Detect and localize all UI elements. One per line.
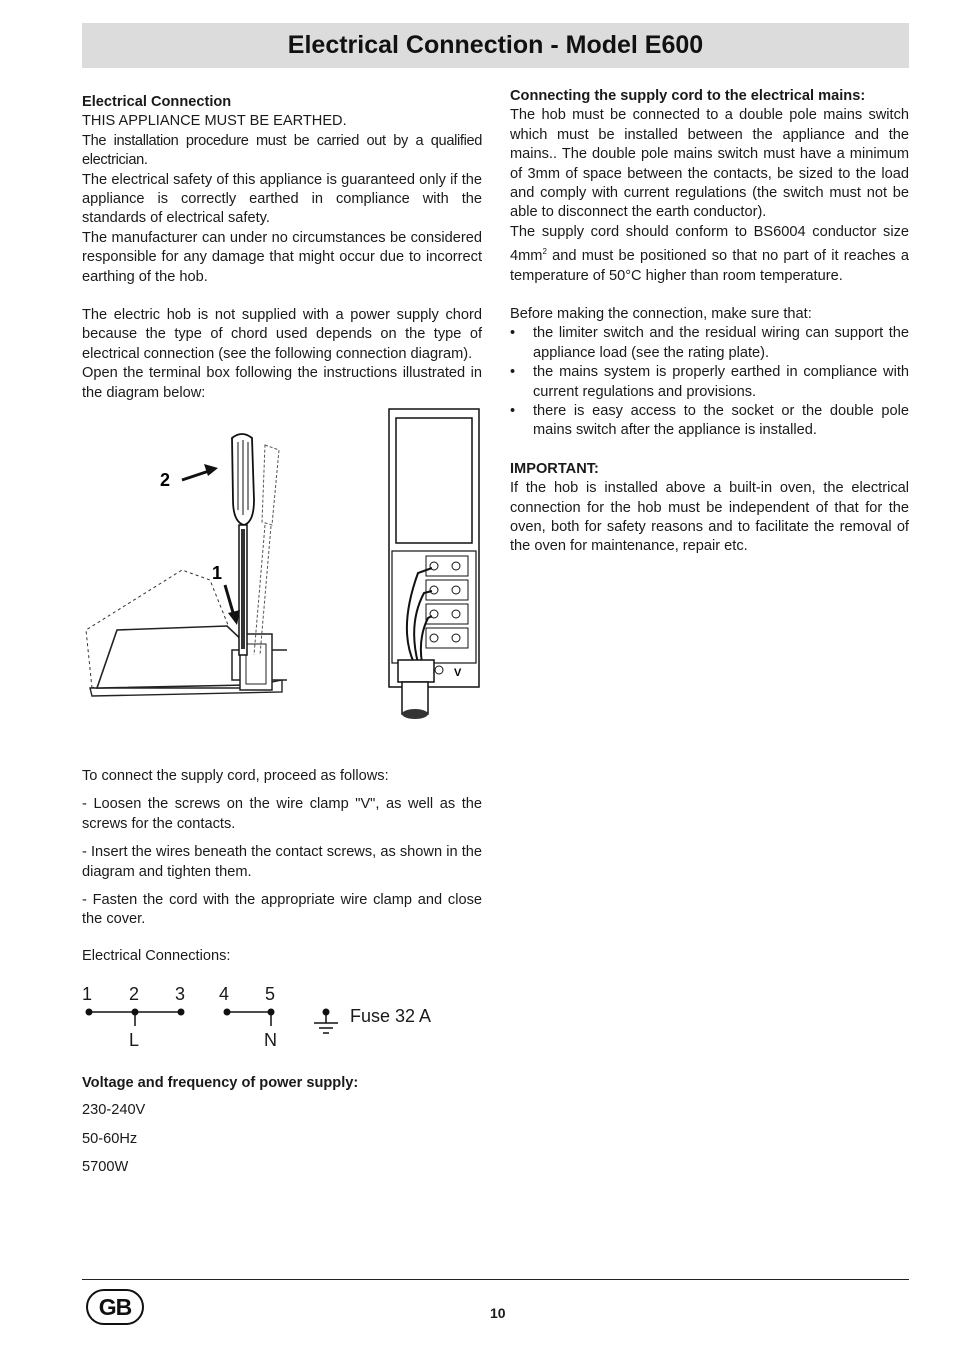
country-badge: GB [86,1289,144,1325]
mains-switch-text: The hob must be connected to a double pole mains switch which must be installed between the appliance and the mains.. The double pole mains switch must have a minimum of 3mm of space between the contacts, be sized to the load and comply with current regulations (the switch must not be able to disconnect the earth conductor). [510,107,909,221]
page-number: 10 [490,1305,506,1321]
power-supply-title: Voltage and frequency of power supply: [82,1075,359,1091]
qualified-electrician-text: The installation procedure must be carried out by a qualified electrician. [82,132,482,169]
terminal-box-opening-diagram [82,430,287,700]
cord-spec-text [510,223,909,286]
frequency-value: 50-60Hz [82,1130,138,1147]
left-column [82,93,482,403]
cord-spec-superscript: 2 [542,247,547,257]
terminal-1: 1 [82,984,93,1004]
terminal-box-text: Open the terminal box following the instructions illustrated in the diagram below: [82,365,482,401]
terminal-block-diagram [388,408,480,720]
wiring-schematic [80,980,460,1055]
terminal-2: 2 [129,984,140,1004]
power-specs [82,1102,145,1188]
neutral-label: N [264,1030,277,1050]
title-bar [82,23,909,68]
before-connection-text: Before making the connection, make sure that: [510,305,812,322]
earthed-notice: THIS APPLIANCE MUST BE EARTHED. [82,113,347,130]
electrical-connection-heading: Electrical Connection [82,94,232,110]
supply-chord-text: The electric hob is not supplied with a power supply chord because the type of chord used depends on the type of electrical connection (see the following connection diagram). [82,307,482,362]
supply-cord-heading: Connecting the supply cord to the electrical mains: [510,88,866,104]
important-text: If the hob is installed above a built-in oven, the electrical connection for the hob must be independent of that for the oven, both for safety reasons and to facilitate the removal of the oven for maintenance, repair etc. [510,480,909,555]
wiring-lines [80,980,350,1050]
cord-spec-part-b: and must be positioned so that no part of it reaches a temperature of 50°C higher than room temperature. [510,248,909,284]
checklist [510,324,909,440]
footer-rule [82,1279,909,1280]
cord-spec-part-a: The supply cord should conform to BS6004 conductor size 4mm [510,223,909,265]
important-heading: IMPORTANT: [510,460,599,477]
voltage-value: 230-240V [82,1102,146,1118]
checklist-item: • the limiter switch and the residual wiring can support the appliance load (see the rating plate). [510,324,909,363]
steps-intro: To connect the supply cord, proceed as follows: [82,768,389,784]
connection-steps [82,767,482,939]
electrical-safety-text: The electrical safety of this appliance is guaranteed only if the appliance is correctly earthed in compliance with the standards of electrical safety. [82,171,482,227]
page-title: Electrical Connection - Model E600 [287,31,704,59]
electrical-connections-label: Electrical Connections: [82,948,231,964]
manufacturer-liability-text: The manufacturer can under no circumstances be considered responsible for any damage that might occur due to incorrect earthing of the hob. [82,229,482,285]
live-label: L [129,1030,140,1050]
wattage-value: 5700W [82,1159,129,1175]
checklist-item: • the mains system is properly earthed in compliance with current regulations and provisions. [510,363,909,402]
checklist-item: • there is easy access to the socket or the double pole mains switch after the appliance is installed. [510,402,909,441]
terminal-3: 3 [175,984,186,1004]
step-label-1: 1 [212,563,223,583]
fuse-rating: Fuse 32 A [350,1006,432,1026]
wire-clamp-label-v: V [454,667,462,679]
step-label-2: 2 [160,470,171,490]
step-insert-wires: - Insert the wires beneath the contact screws, as shown in the diagram and tighten them. [82,844,482,880]
right-column [510,87,909,557]
step-loosen-screws: - Loosen the screws on the wire clamp "V", as well as the screws for the contacts. [82,796,482,832]
step-fasten-cord: - Fasten the cord with the appropriate wire clamp and close the cover. [82,892,482,928]
terminal-5: 5 [265,984,276,1004]
terminal-4: 4 [219,984,230,1004]
